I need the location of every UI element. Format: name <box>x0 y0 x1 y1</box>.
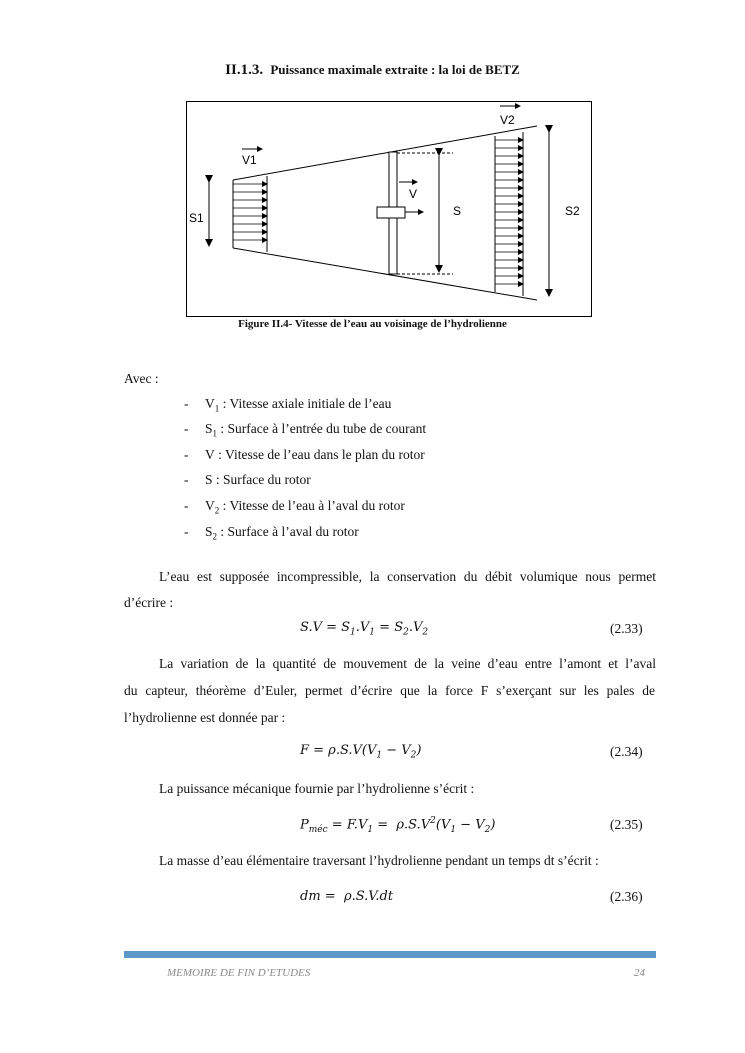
list-item <box>205 472 311 490</box>
paragraph-line: l’hydrolienne est donnée par : <box>124 710 286 725</box>
equation-number: (2.36) <box>610 889 643 904</box>
paragraph-line: La variation de la quantité de mouvement de la veine d’eau entre l’amont et l’aval <box>159 656 656 671</box>
section-title: Puissance maximale extraite : la loi de BETZ <box>270 62 520 77</box>
equation-2-33: $S.V = S_1.V_1 = S_2.V_2$ <box>300 620 429 638</box>
list-symbol: S <box>205 421 213 436</box>
list-symbol: V <box>205 498 215 513</box>
s2-label: S2 <box>565 204 580 218</box>
v2-label: V2 <box>500 113 515 127</box>
figure-frame <box>186 101 592 317</box>
equation-2-35: $P_{méc} = F.V_1 = \rho.S.V^2(V_1 - V_2)$ <box>300 816 496 835</box>
list-subscript: 2 <box>214 505 220 516</box>
list-subscript: 1 <box>214 403 220 414</box>
section-heading <box>0 62 745 79</box>
list-symbol: S <box>205 524 213 539</box>
list-subscript: 1 <box>212 428 218 439</box>
paragraph-line: L’eau est supposée incompressible, la conservation du débit volumique nous permet <box>159 569 656 584</box>
section-number: II.1.3. <box>225 62 264 78</box>
equation-number: (2.35) <box>610 817 643 832</box>
page-number: 24 <box>634 967 645 979</box>
list-dash: - <box>184 396 189 411</box>
list-item <box>205 396 391 414</box>
list-description: : Vitesse de l’eau dans le plan du rotor <box>214 447 425 462</box>
inlet-velocity-profile <box>233 176 267 252</box>
footer-title: MEMOIRE DE FIN D’ETUDES <box>167 967 311 979</box>
list-item <box>205 498 405 516</box>
footer-divider <box>124 951 656 958</box>
list-description: : Surface du rotor <box>212 472 311 487</box>
tube-upper-boundary <box>233 126 537 180</box>
paragraph-line: du capteur, théorème d’Euler, permet d’écrire que la force F s’exerçant sur les pales de <box>124 683 655 698</box>
equation-number: (2.34) <box>610 744 643 759</box>
paragraph-line: d’écrire : <box>124 595 174 610</box>
equation-2-36: dm = ρ.S.V.dt <box>300 889 394 904</box>
tube-lower-boundary <box>233 248 537 300</box>
list-dash: - <box>184 472 189 487</box>
list-description: : Surface à l’aval du rotor <box>217 524 359 539</box>
figure-caption: Figure II.4- Vitesse de l’eau au voisinage de l’hydrolienne <box>238 318 507 330</box>
paragraph-line: La masse d’eau élémentaire traversant l’hydrolienne pendant un temps dt s’écrit : <box>159 853 599 868</box>
v1-label: V1 <box>242 153 257 167</box>
stream-tube-diagram <box>187 102 591 316</box>
list-item <box>205 421 426 439</box>
list-symbol: V <box>205 396 215 411</box>
list-dash: - <box>184 421 189 436</box>
list-symbol: V <box>205 447 215 462</box>
paragraph-line: La puissance mécanique fournie par l’hydrolienne s’écrit : <box>159 781 475 796</box>
list-description: : Surface à l’entrée du tube de courant <box>217 421 427 436</box>
v-label: V <box>409 187 418 201</box>
outlet-velocity-profile <box>495 132 523 296</box>
list-symbol: S <box>205 472 213 487</box>
list-item <box>205 524 359 542</box>
s1-label: S1 <box>189 211 204 225</box>
avec-label: Avec : <box>124 371 159 386</box>
equation-number: (2.33) <box>610 621 643 636</box>
list-dash: - <box>184 447 189 462</box>
list-subscript: 2 <box>212 531 218 542</box>
list-dash: - <box>184 524 189 539</box>
s-label: S <box>453 204 462 218</box>
equation-2-34: $F = \rho.S.V(V_1 - V_2)$ <box>300 743 422 761</box>
rotor <box>377 152 423 274</box>
list-dash: - <box>184 498 189 513</box>
list-description: : Vitesse axiale initiale de l’eau <box>219 396 392 411</box>
list-description: : Vitesse de l’eau à l’aval du rotor <box>219 498 405 513</box>
list-item <box>205 447 425 465</box>
